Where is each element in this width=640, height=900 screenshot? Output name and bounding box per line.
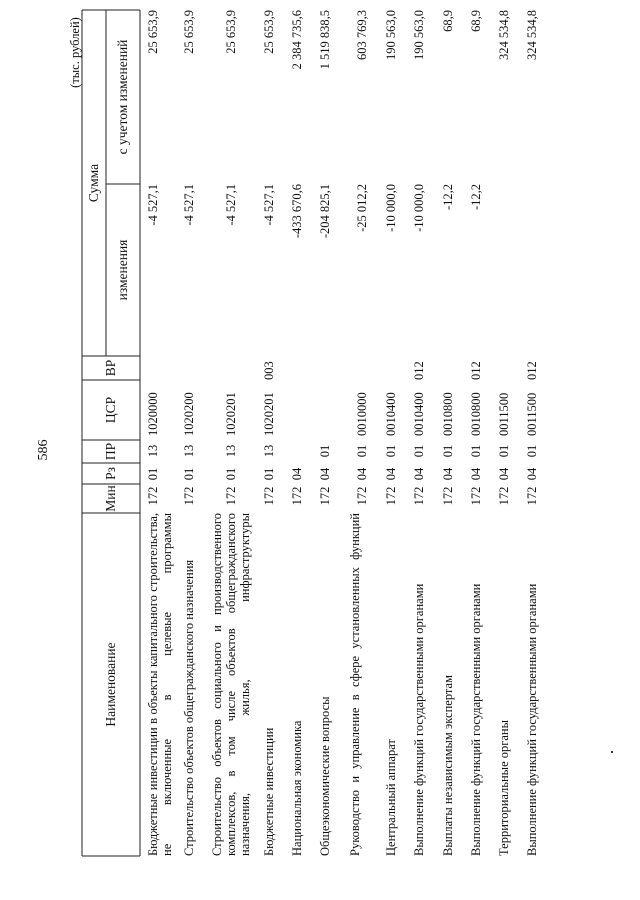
row-rz: 04 bbox=[469, 467, 483, 481]
row-min: 172 bbox=[262, 486, 276, 506]
row-csr: 1020200 bbox=[182, 392, 196, 436]
row-csr: 1020000 bbox=[146, 392, 160, 436]
row-rz: 04 bbox=[384, 467, 398, 481]
row-total: 2 384 735,6 bbox=[290, 10, 304, 70]
row-name: Бюджетные инвестиции bbox=[262, 727, 276, 856]
row-change: -4 527,1 bbox=[224, 184, 238, 226]
row-csr: 0011500 bbox=[525, 392, 539, 436]
row-vr: 012 bbox=[525, 361, 539, 380]
row-name: Центральный аппарат bbox=[384, 739, 398, 856]
row-pr: 01 bbox=[318, 444, 332, 458]
row-change: -25 012,2 bbox=[355, 184, 369, 232]
header-name: Наименование bbox=[103, 642, 118, 727]
row-change: -4 527,1 bbox=[182, 184, 196, 226]
row-total: 25 653,9 bbox=[182, 10, 196, 54]
row-min: 172 bbox=[318, 486, 332, 506]
row-change: -12,2 bbox=[441, 184, 455, 211]
row-name: Национальная экономика bbox=[290, 720, 304, 856]
row-name: Бюджетные инвестиции в объекты капитального строительства, не включенные в целевые программы bbox=[146, 513, 174, 856]
row-change: -4 527,1 bbox=[146, 184, 160, 226]
row-name: Территориальные органы bbox=[497, 719, 511, 856]
row-pr: 01 bbox=[384, 444, 398, 458]
row-pr: 01 bbox=[412, 444, 426, 458]
row-csr: 0010800 bbox=[469, 392, 483, 436]
row-pr: 01 bbox=[469, 444, 483, 458]
header-change: изменения bbox=[115, 239, 130, 301]
row-min: 172 bbox=[497, 486, 511, 506]
header-sum: Сумма bbox=[86, 163, 101, 203]
row-rz: 04 bbox=[497, 467, 511, 481]
page-number: 586 bbox=[36, 439, 51, 461]
row-min: 172 bbox=[146, 486, 160, 506]
row-total: 1 519 838,5 bbox=[318, 10, 332, 70]
row-vr: 012 bbox=[469, 361, 483, 380]
row-name: Общеэкономические вопросы bbox=[318, 696, 332, 856]
row-name: Руководство и управление в сфере установленных функций bbox=[348, 513, 362, 856]
row-pr: 13 bbox=[182, 444, 196, 458]
header-rz: Рз bbox=[103, 467, 118, 480]
row-rz: 04 bbox=[525, 467, 539, 481]
row-total: 190 563,0 bbox=[412, 10, 426, 60]
row-pr: 13 bbox=[224, 444, 238, 458]
row-change: -4 527,1 bbox=[262, 184, 276, 226]
row-rz: 01 bbox=[224, 467, 238, 481]
row-change: -204 825,1 bbox=[318, 184, 332, 239]
row-change: -10 000,0 bbox=[384, 184, 398, 232]
header-pr: ПР bbox=[103, 442, 118, 461]
row-total: 324 534,8 bbox=[525, 10, 539, 60]
row-total: 25 653,9 bbox=[146, 10, 160, 54]
row-change: -10 000,0 bbox=[412, 184, 426, 232]
row-min: 172 bbox=[182, 486, 196, 506]
row-total: 68,9 bbox=[441, 10, 455, 32]
row-pr: 01 bbox=[355, 444, 369, 458]
row-pr: 13 bbox=[262, 444, 276, 458]
row-min: 172 bbox=[355, 486, 369, 506]
row-total: 603 769,3 bbox=[355, 10, 369, 60]
row-csr: 0010800 bbox=[441, 392, 455, 436]
row-name: Выплаты независимым экспертам bbox=[441, 675, 455, 856]
header-with-change: с учетом изменений bbox=[115, 39, 130, 155]
row-pr: 01 bbox=[525, 444, 539, 458]
row-rz: 04 bbox=[412, 467, 426, 481]
row-csr: 1020201 bbox=[262, 392, 276, 436]
row-total: 68,9 bbox=[469, 10, 483, 32]
row-name: Выполнение функций государственными органами bbox=[469, 583, 483, 856]
header-csr: ЦСР bbox=[103, 396, 118, 424]
row-rz: 04 bbox=[318, 467, 332, 481]
scan-speck bbox=[611, 751, 613, 753]
row-rz: 01 bbox=[262, 467, 276, 481]
row-total: 25 653,9 bbox=[224, 10, 238, 54]
row-csr: 1020201 bbox=[224, 392, 238, 436]
row-min: 172 bbox=[525, 486, 539, 506]
header-vr: ВР bbox=[103, 359, 118, 377]
row-pr: 01 bbox=[441, 444, 455, 458]
row-min: 172 bbox=[384, 486, 398, 506]
row-total: 190 563,0 bbox=[384, 10, 398, 60]
row-rz: 01 bbox=[182, 467, 196, 481]
row-min: 172 bbox=[290, 486, 304, 506]
row-min: 172 bbox=[441, 486, 455, 506]
row-total: 25 653,9 bbox=[262, 10, 276, 54]
row-vr: 012 bbox=[412, 361, 426, 380]
row-rz: 04 bbox=[290, 467, 304, 481]
row-rz: 01 bbox=[146, 467, 160, 481]
row-csr: 0010400 bbox=[384, 392, 398, 436]
units-label: (тыс. рублей) bbox=[68, 17, 82, 88]
row-min: 172 bbox=[412, 486, 426, 506]
row-pr: 01 bbox=[497, 444, 511, 458]
row-rz: 04 bbox=[441, 467, 455, 481]
row-name: Выполнение функций государственными органами bbox=[525, 583, 539, 856]
row-total: 324 534,8 bbox=[497, 10, 511, 60]
row-change: -433 670,6 bbox=[290, 184, 304, 239]
row-csr: 0011500 bbox=[497, 392, 511, 436]
row-csr: 0010000 bbox=[355, 392, 369, 436]
row-min: 172 bbox=[224, 486, 238, 506]
row-csr: 0010400 bbox=[412, 392, 426, 436]
row-change: -12,2 bbox=[469, 184, 483, 211]
row-pr: 13 bbox=[146, 444, 160, 458]
header-min: Мин bbox=[103, 485, 118, 512]
row-name: Строительство объектов общегражданского назначения bbox=[182, 559, 196, 856]
row-vr: 003 bbox=[262, 361, 276, 380]
row-name: Строительство объектов социального и производственного комплексов, в том числе объектов общегражданского назначения, жилья, инфраструктуры bbox=[210, 513, 252, 856]
row-min: 172 bbox=[469, 486, 483, 506]
row-rz: 04 bbox=[355, 467, 369, 481]
row-name: Выполнение функций государственными органами bbox=[412, 583, 426, 856]
